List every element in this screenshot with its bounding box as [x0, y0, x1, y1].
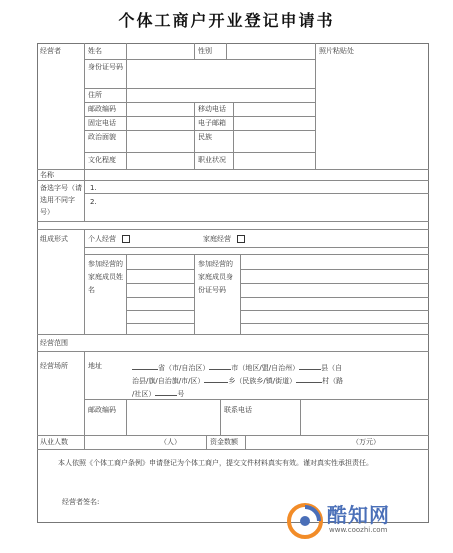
- alt-names-label: 备选字号（请选用不同字号）: [40, 184, 82, 216]
- watermark-logo: [285, 501, 435, 541]
- form-type-label: 组成形式: [40, 235, 68, 243]
- family-ids-label: 参加经营的家庭成员身份证号码: [198, 260, 233, 294]
- family-option[interactable]: [203, 234, 245, 244]
- family-label: 家庭经营: [203, 235, 231, 243]
- postcode-label: 邮政编码: [88, 105, 116, 113]
- place-phone-label: 联系电话: [224, 406, 252, 414]
- page-title: 个体工商户开业登记申请书: [118, 11, 335, 30]
- gender-label: 性别: [198, 47, 212, 55]
- address-line-2: 治县/旗/自治旗/市/区） 乡（民族乡/镇/街道） 村（路: [132, 374, 343, 386]
- ethnicity-label: 民族: [198, 133, 212, 141]
- phone-label: 固定电话: [88, 119, 116, 127]
- signature-label: 经营者签名:: [62, 498, 100, 506]
- residence-label: 住所: [88, 91, 102, 99]
- capital-label: 资金数额: [210, 438, 238, 446]
- occupation-label: 职业状况: [198, 156, 226, 164]
- capital-unit: （万元）: [352, 438, 380, 446]
- individual-label: 个人经营: [88, 235, 116, 243]
- staff-label: 从业人数: [40, 438, 68, 446]
- declaration-text: [44, 458, 424, 469]
- individual-checkbox[interactable]: [122, 235, 130, 243]
- photo-label: 照片粘贴处: [319, 47, 354, 55]
- watermark-brand: 酷知网: [327, 503, 390, 527]
- email-label: 电子邮箱: [198, 119, 226, 127]
- id-number-label: 身份证号码: [88, 63, 123, 71]
- address-line-1: 省（市/自治区） 市（地区/盟/自治州） 县（自: [132, 361, 342, 373]
- education-label: 文化程度: [88, 156, 116, 164]
- family-names-label: 参加经营的家庭成员姓名: [88, 260, 123, 294]
- individual-option[interactable]: [88, 234, 130, 244]
- declaration-body: 本人依照《个体工商户条例》申请登记为个体工商户，提交文件材料真实有效。谨对真实性承担责任。: [58, 459, 373, 467]
- place-postcode-label: 邮政编码: [88, 406, 116, 414]
- politics-label: 政治面貌: [88, 133, 116, 141]
- scope-label: 经营范围: [40, 339, 68, 347]
- mobile-label: 移动电话: [198, 105, 226, 113]
- name-label: 姓名: [88, 47, 102, 55]
- alt-name-1: 1.: [90, 184, 97, 192]
- place-label: 经营场所: [40, 362, 68, 370]
- operator-label: 经营者: [40, 47, 61, 55]
- staff-unit: （人）: [160, 438, 181, 446]
- coozhi-logo-icon: [285, 501, 325, 541]
- address-label: 地址: [88, 362, 102, 370]
- family-checkbox[interactable]: [237, 235, 245, 243]
- address-line-3: /社区） 号: [132, 387, 184, 399]
- business-name-label: 名称: [40, 171, 54, 179]
- alt-name-2: 2.: [90, 198, 97, 206]
- watermark-url: www.coozhi.com: [329, 526, 388, 534]
